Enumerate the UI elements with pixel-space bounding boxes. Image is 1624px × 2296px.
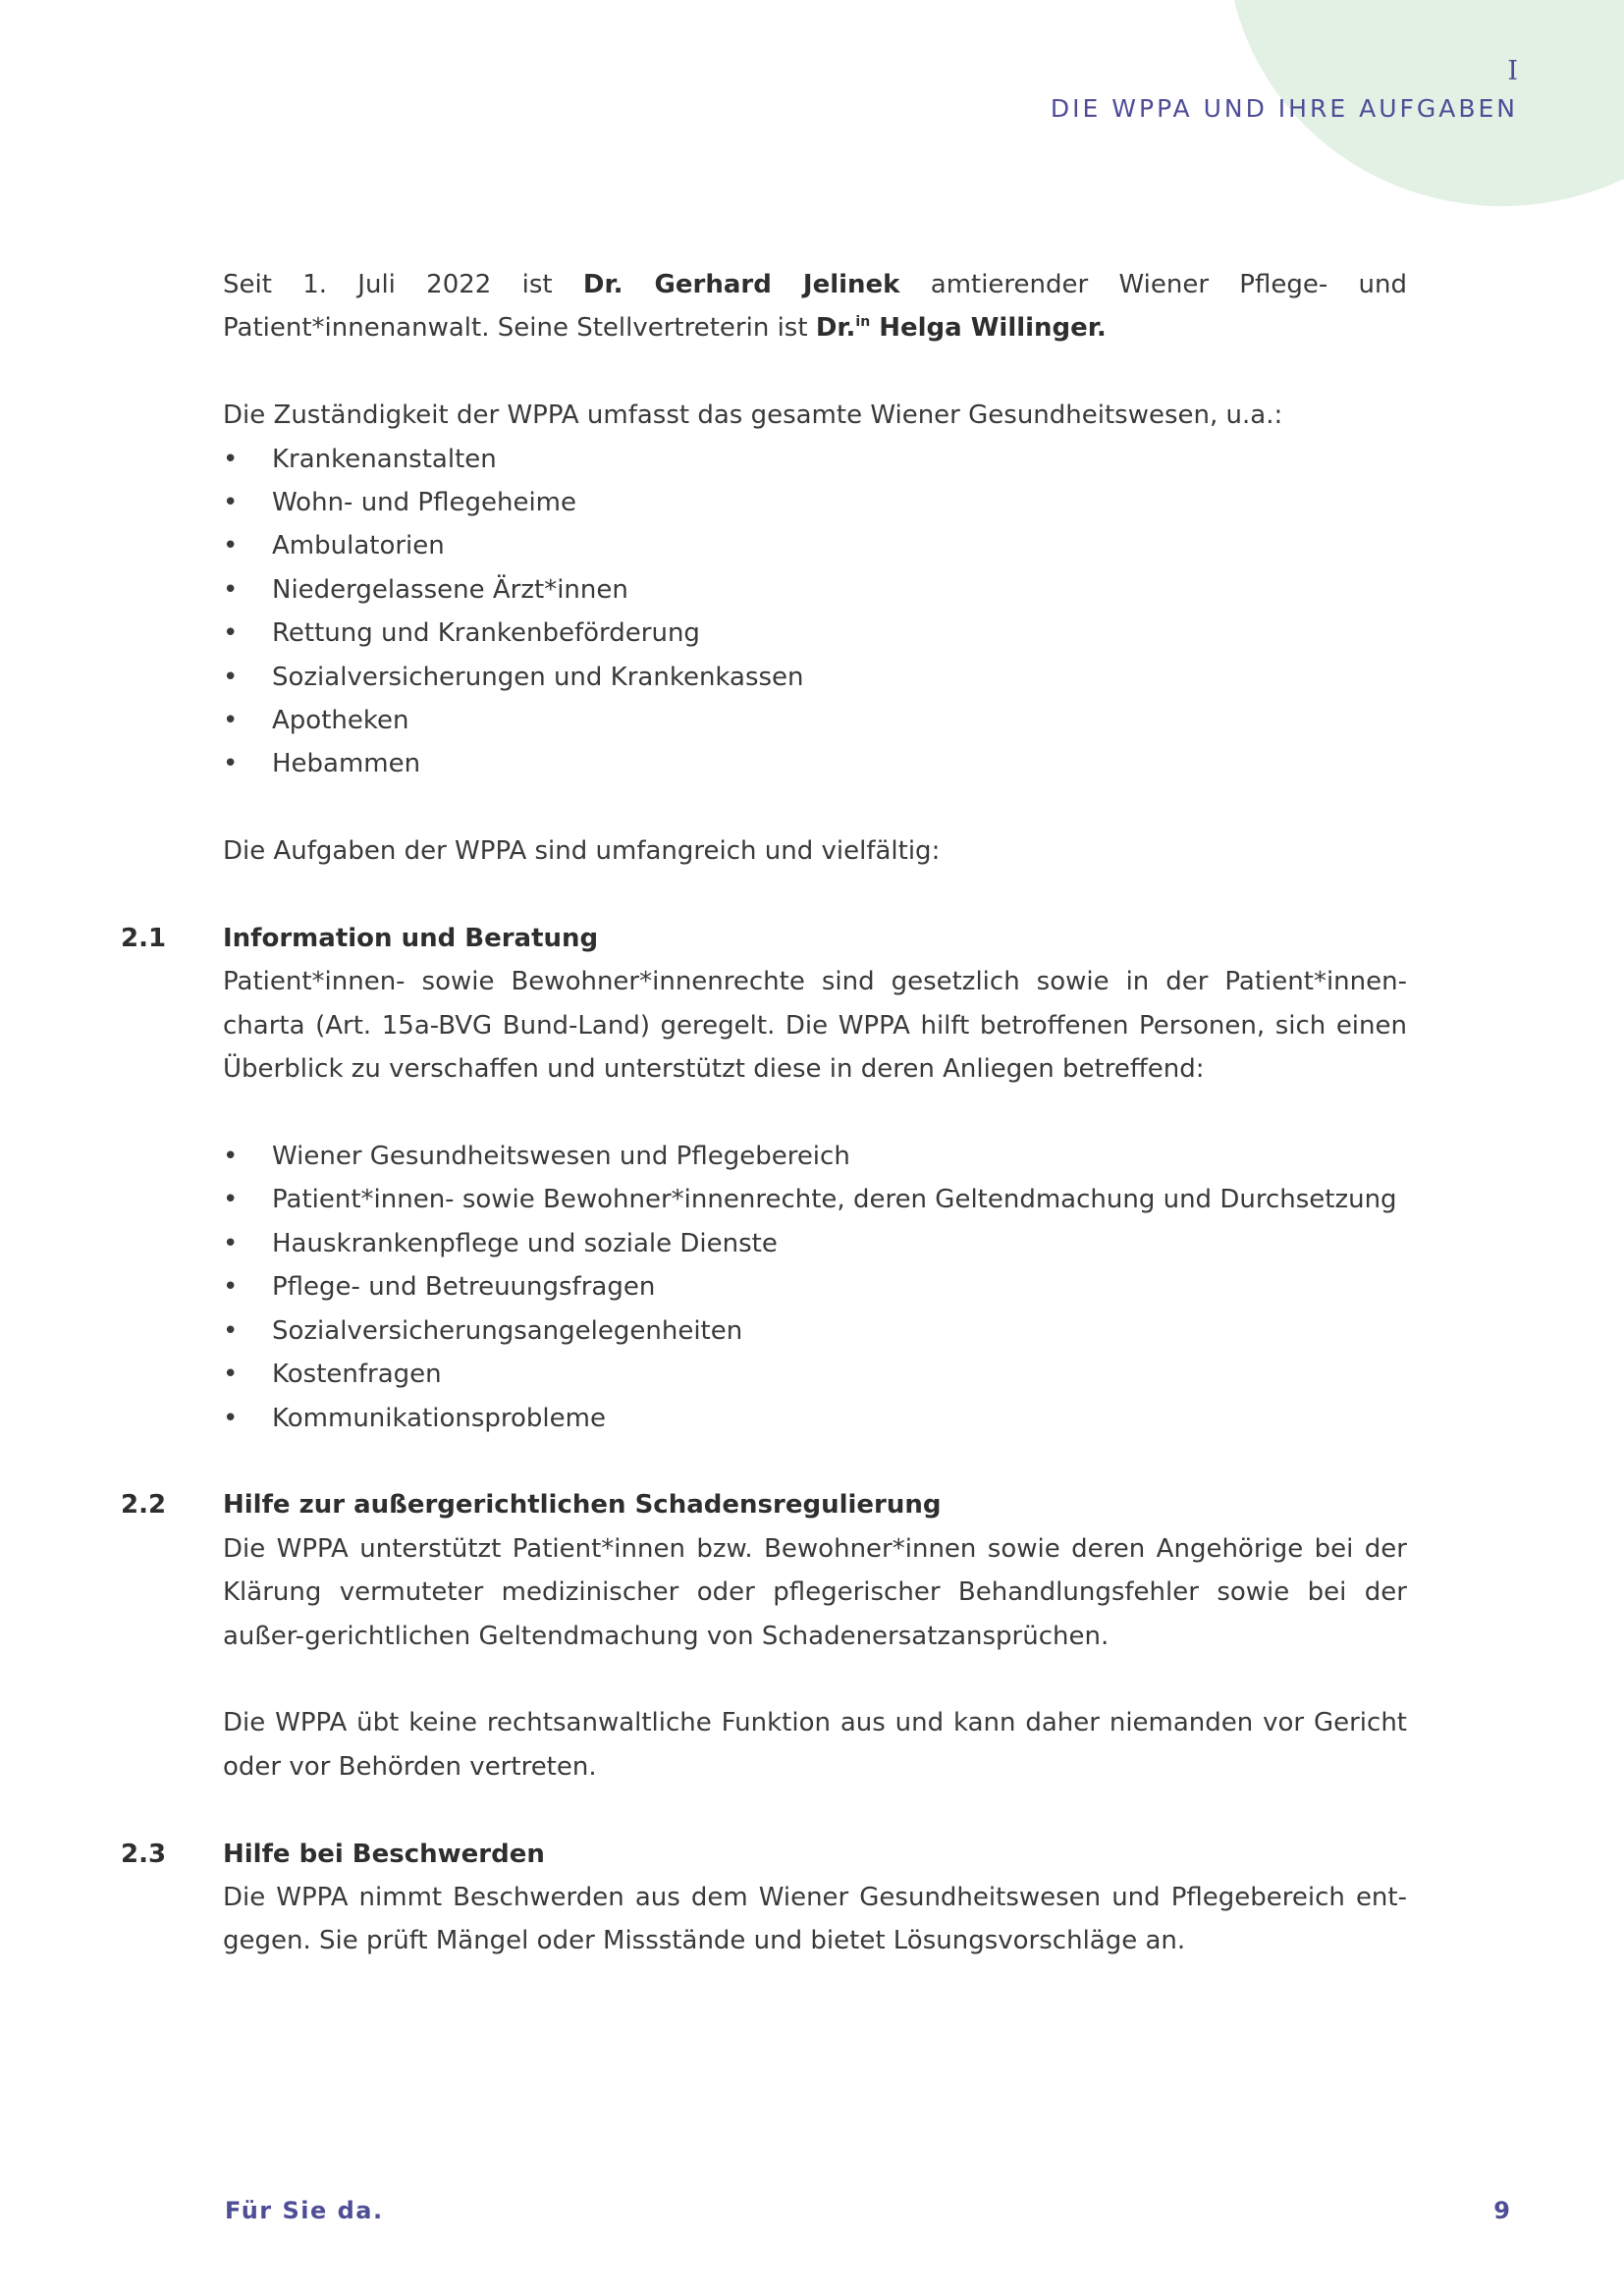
deputy-name: Dr.$^{in}$ Helga Willinger. (815, 313, 1107, 344)
section-title: Hilfe bei Beschwerden (223, 1839, 545, 1869)
section-number: 2.2 (121, 1490, 167, 1521)
list-item: • Sozialversicherungsangelegenheiten (223, 1309, 1407, 1353)
list-item: • Rettung und Krankenbeförderung (223, 612, 1407, 655)
tasks-lead: Die Aufgaben der WPPA sind umfangreich und vielfältig: (223, 836, 941, 867)
chapter-number: I (1507, 56, 1518, 86)
list-item: • Pflege- und Betreuungsfragen (223, 1265, 1407, 1308)
intro-paragraph: Seit 1. Juli 2022 ist Dr. Gerhard Jelinek amtierender Wiener Pflege- und Patient*innenanwalt. Seine Stellvertreterin ist Dr.$^{in}$ Helga Willinger. (223, 270, 1407, 344)
bullet-icon: • (223, 444, 239, 474)
list-item: • Kommunikationsprobleme (223, 1397, 1407, 1440)
bullet-icon: • (223, 662, 239, 692)
list-item: • Hauskrankenpflege und soziale Dienste (223, 1222, 1407, 1265)
section-title: Information und Beratung (223, 924, 599, 954)
section-paragraph: Die WPPA übt keine rechtsanwaltliche Funktion aus und kann daher niemanden vor Gericht oder vor Behörden vertreten. (223, 1708, 1407, 1782)
bullet-icon: • (223, 749, 239, 779)
page-header (1051, 55, 1518, 128)
bullet-icon: • (223, 1315, 239, 1346)
page-number: 9 (1493, 2197, 1510, 2224)
section-heading-2-2 (121, 1483, 1407, 1526)
bullet-icon: • (223, 1228, 239, 1258)
list-item: • Krankenanstalten (223, 438, 1407, 481)
bullet-icon: • (223, 488, 239, 518)
section-heading-2-3 (121, 1833, 1407, 1876)
bullet-icon: • (223, 1142, 239, 1172)
section-title: Hilfe zur außergerichtlichen Schadensregulierung (223, 1490, 942, 1521)
list-item: • Hebammen (223, 742, 1407, 785)
scope-list (223, 438, 1407, 786)
advice-topics-list (223, 1135, 1407, 1440)
section-number: 2.3 (121, 1839, 167, 1869)
bullet-icon: • (223, 1403, 239, 1433)
section-number: 2.1 (121, 924, 167, 954)
list-item: • Apotheken (223, 699, 1407, 742)
main-content (121, 263, 1407, 1963)
bullet-icon: • (223, 531, 239, 561)
list-item: • Kostenfragen (223, 1353, 1407, 1396)
bullet-icon: • (223, 1185, 239, 1215)
list-item: • Wiener Gesundheitswesen und Pflegebereich (223, 1135, 1407, 1178)
list-item: • Patient*innen- sowie Bewohner*innenrechte, deren Geltendmachung und Durchsetzung (223, 1178, 1407, 1221)
section-heading-2-1 (121, 917, 1407, 960)
chapter-title: DIE WPPA UND IHRE AUFGABEN (1050, 94, 1518, 123)
section-paragraph: Patient*innen- sowie Bewohner*innenrechte sind gesetzlich sowie in der Patient*innen-charta (Art. 15a-BVG Bund-Land) geregelt. Die WPPA hilft betroffenen Personen, sich einen Überblick zu verschaffen und unterstützt diese in deren Anliegen betreffend: (223, 967, 1407, 1085)
scope-lead: Die Zuständigkeit der WPPA umfasst das gesamte Wiener Gesundheitswesen, u.a.: (223, 400, 1283, 431)
bullet-icon: • (223, 1360, 239, 1390)
section-paragraph: Die WPPA unterstützt Patient*innen bzw. Bewohner*innen sowie deren Angehörige bei der Klärung vermuteter medizinischer oder pflegerischer Behandlungsfehler sowie bei der außer-gerichtlichen Geltendmachung von Schadenersatzansprüchen. (223, 1533, 1407, 1651)
bullet-icon: • (223, 706, 239, 736)
bullet-icon: • (223, 618, 239, 649)
list-item: • Sozialversicherungen und Krankenkassen (223, 656, 1407, 699)
footer-tagline: Für Sie da. (225, 2197, 384, 2224)
director-name: Dr. Gerhard Jelinek (582, 270, 900, 299)
list-item: • Ambulatorien (223, 524, 1407, 567)
bullet-icon: • (223, 1272, 239, 1303)
list-item: • Wohn- und Pflegeheime (223, 481, 1407, 524)
section-paragraph: Die WPPA nimmt Beschwerden aus dem Wiener Gesundheitswesen und Pflegebereich ent-gegen. Sie prüft Mängel oder Missstände und bietet Lösungsvorschläge an. (223, 1882, 1407, 1956)
bullet-icon: • (223, 574, 239, 605)
list-item: • Niedergelassene Ärzt*innen (223, 568, 1407, 612)
